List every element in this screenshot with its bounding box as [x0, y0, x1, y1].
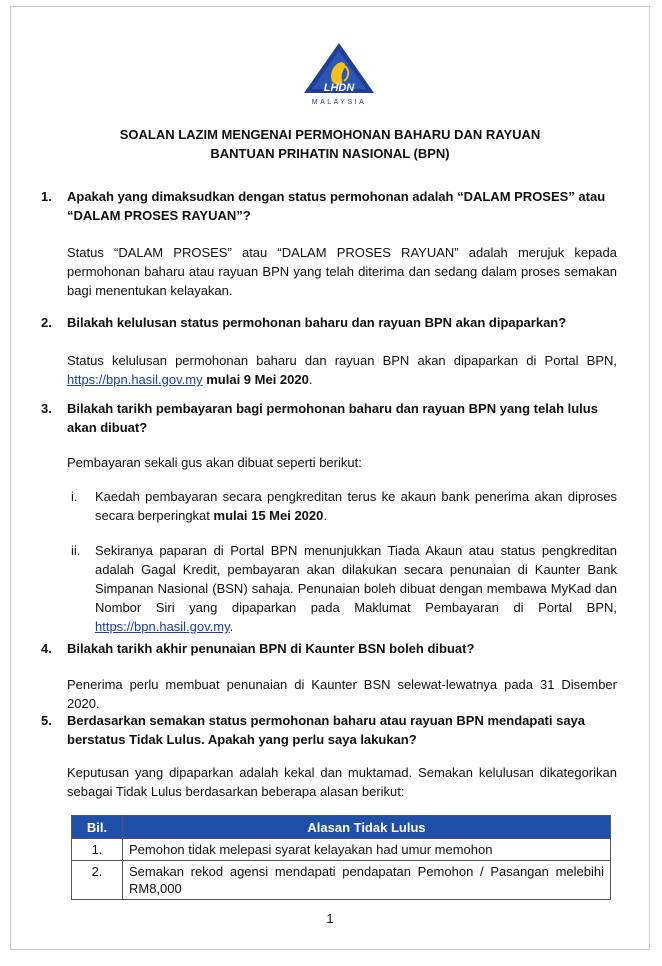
- q2-answer-end: .: [308, 372, 313, 387]
- bpn-portal-link-2[interactable]: https://bpn.hasil.gov.my: [95, 619, 230, 634]
- q4-answer: Penerima perlu membuat penunaian di Kaunter BSN selewat-lewatnya pada 31 Disember 2020.: [67, 677, 617, 711]
- q5-question: Berdasarkan semakan status permohonan baharu atau rayuan BPN mendapati saya berstatus Tidak Lulus. Apakah yang perlu saya lakukan?: [67, 713, 586, 747]
- q3-item-1-end: .: [323, 508, 327, 523]
- reasons-table: [71, 815, 611, 900]
- q3-item-1-date: mulai 15 Mei 2020: [209, 508, 324, 523]
- document-title: [11, 125, 649, 163]
- q5-answer: Keputusan yang dipaparkan adalah kekal dan muktamad. Semakan kelulusan dikategorikan sebagai Tidak Lulus berdasarkan beberapa alasan berikut:: [67, 765, 617, 799]
- q1-answer: Status “DALAM PROSES” atau “DALAM PROSES RAYUAN” adalah merujuk kepada permohonan baharu atau rayuan BPN yang telah diterima dan sedang dalam proses semakan bagi menentukan kelayakan.: [67, 245, 617, 298]
- q2-answer-text: Status kelulusan permohonan baharu dan rayuan BPN akan dipaparkan di Portal BPN,: [67, 353, 617, 368]
- q2-answer: [67, 351, 617, 389]
- q2-question: Bilakah kelulusan status permohonan baharu dan rayuan BPN akan dipaparkan?: [67, 315, 567, 330]
- lhdn-logo: [298, 41, 380, 107]
- q3-item-2-end: .: [229, 619, 234, 634]
- q3-item-2-number: ii.: [71, 543, 81, 558]
- page-number: 1: [326, 911, 334, 926]
- bpn-portal-link[interactable]: https://bpn.hasil.gov.my: [67, 372, 203, 387]
- q1-question-line-1: Apakah yang dimaksudkan dengan status permohonan adalah “DALAM PROSES” atau: [67, 189, 606, 204]
- q3-item-2: [95, 541, 617, 636]
- lhdn-logo-icon: [298, 41, 380, 107]
- q3-item-1-number: i.: [71, 489, 78, 504]
- table-header-row: [72, 816, 611, 839]
- q2-answer-date: mulai 9 Mei 2020: [202, 372, 309, 387]
- table-header-alasan: Alasan Tidak Lulus: [123, 816, 611, 839]
- table-cell-alasan: Pemohon tidak melepasi syarat kelayakan had umur memohon: [123, 839, 611, 861]
- logo-subtext: MALAYSIA: [311, 99, 367, 106]
- document-page: [10, 6, 650, 950]
- table-row: [72, 861, 611, 900]
- table-cell-bil: 1.: [72, 839, 123, 861]
- q2-number: 2.: [41, 315, 52, 330]
- q3-number: 3.: [41, 401, 52, 416]
- table-header-bil: Bil.: [72, 816, 123, 839]
- title-line-1: SOALAN LAZIM MENGENAI PERMOHONAN BAHARU DAN RAYUAN: [119, 127, 541, 142]
- q1-question: [67, 187, 617, 225]
- table-row: [72, 839, 611, 861]
- logo-text: LHDN: [323, 82, 355, 94]
- table-cell-alasan: Semakan rekod agensi mendapati pendapatan Pemohon / Pasangan melebihi RM8,000: [123, 861, 611, 900]
- q3-item-1: [95, 487, 617, 525]
- q4-number: 4.: [41, 641, 52, 656]
- q3-intro: Pembayaran sekali gus akan dibuat seperti berikut:: [67, 455, 362, 470]
- title-line-2: BANTUAN PRIHATIN NASIONAL (BPN): [210, 146, 450, 161]
- q4-question: Bilakah tarikh akhir penunaian BPN di Kaunter BSN boleh dibuat?: [67, 641, 475, 656]
- q5-number: 5.: [41, 713, 52, 728]
- q3-item-1-text: Kaedah pembayaran secara pengkreditan terus ke akaun bank penerima akan diproses secara berperingkat: [95, 489, 617, 523]
- q1-number: 1.: [41, 189, 52, 204]
- table-cell-bil: 2.: [72, 861, 123, 900]
- q1-question-line-2: “DALAM PROSES RAYUAN”?: [67, 208, 251, 223]
- q3-question: Bilakah tarikh pembayaran bagi permohonan baharu dan rayuan BPN yang telah lulus akan dibuat?: [67, 401, 598, 435]
- q3-item-2-text: Sekiranya paparan di Portal BPN menunjukkan Tiada Akaun atau status pengkreditan adalah Gagal Kredit, pembayaran akan dilakukan secara penunaian di Kaunter Bank Simpanan Nasional (BSN) sahaja. Penunaian boleh dibuat dengan membawa MyKad dan Nombor Siri yang dipaparkan pada Maklumat Pembayaran di Portal BPN,: [95, 543, 617, 615]
